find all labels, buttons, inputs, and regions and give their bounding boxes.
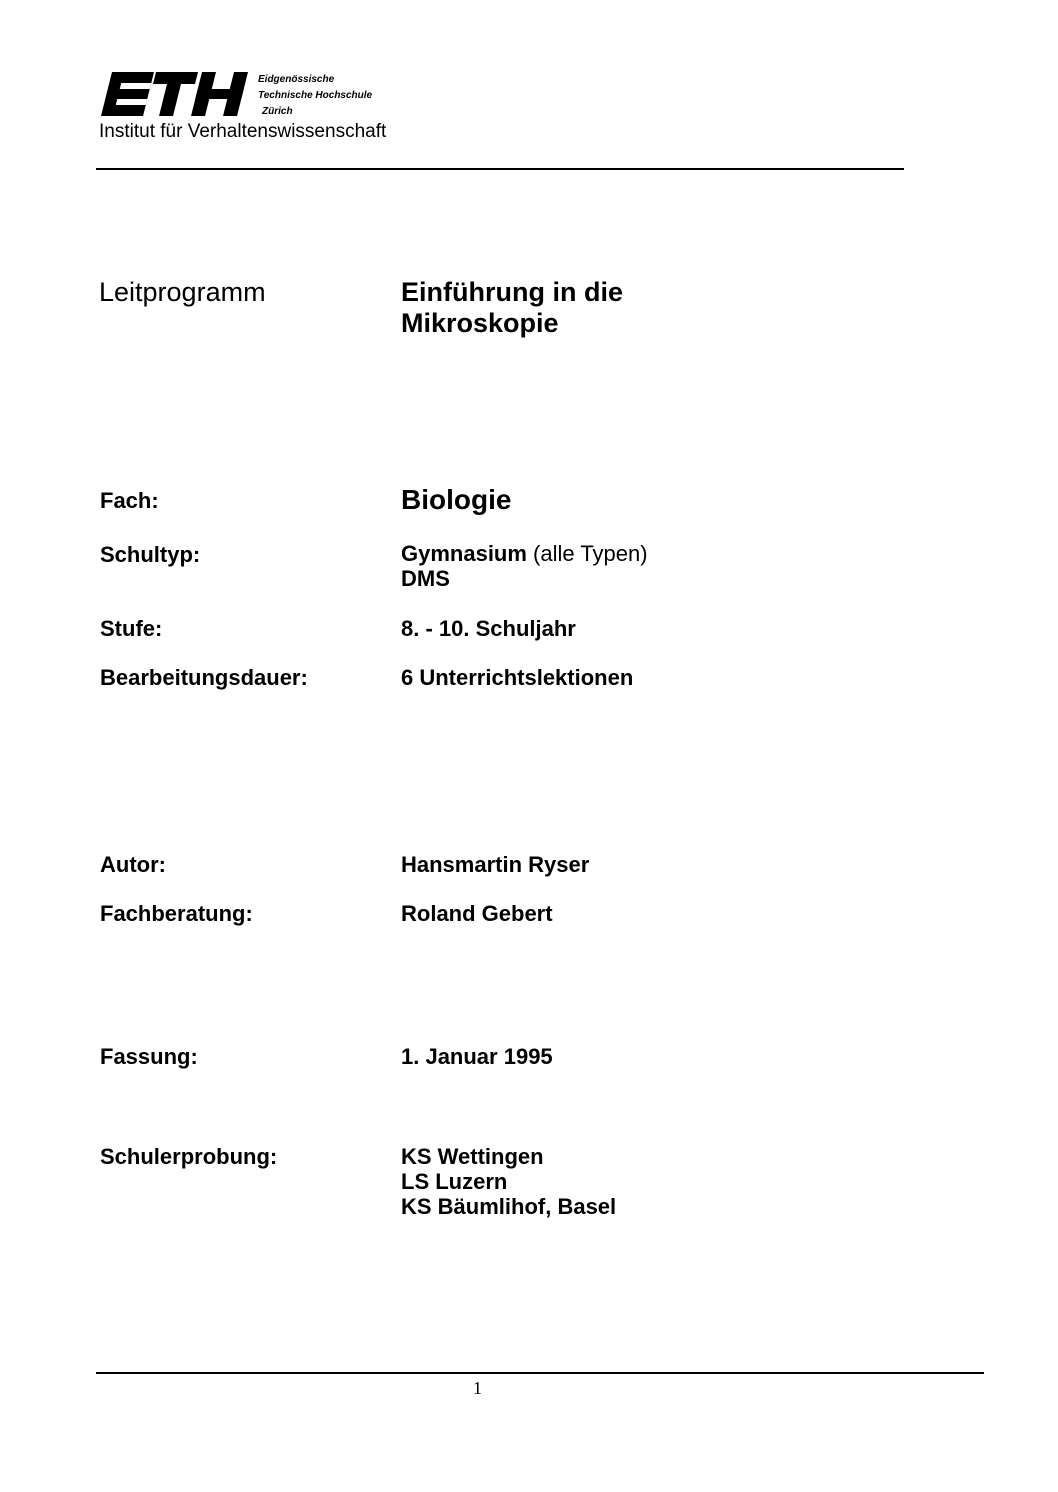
school-3: KS Bäumlihof, Basel <box>401 1194 617 1219</box>
dauer-label: Bearbeitungsdauer: <box>100 665 308 690</box>
fach-value: Biologie <box>401 484 512 515</box>
dauer-value: 6 Unterrichtslektionen <box>401 665 634 690</box>
stufe-value: 8. - 10. Schuljahr <box>401 616 576 641</box>
fassung-label: Fassung: <box>100 1044 198 1069</box>
title-line-1: Einführung in die <box>401 277 623 307</box>
school-1: KS Wettingen <box>401 1144 544 1169</box>
schultyp-bold: Gymnasium <box>401 541 527 566</box>
eth-logo <box>98 72 248 116</box>
autor-label: Autor: <box>100 852 166 877</box>
top-rule <box>96 168 904 170</box>
schultyp-value <box>401 541 648 591</box>
leitprogramm-label: Leitprogramm <box>99 277 266 307</box>
fachberatung-label: Fachberatung: <box>100 901 253 926</box>
eth-line-3: Zürich <box>262 106 293 117</box>
stufe-label: Stufe: <box>100 616 163 641</box>
eth-line-2: Technische Hochschule <box>258 90 373 101</box>
autor-value: Hansmartin Ryser <box>401 852 590 877</box>
institut-name: Institut für Verhaltenswissenschaft <box>99 121 387 142</box>
leitprogramm-title <box>401 277 623 339</box>
eth-line-1: Eidgenössische <box>258 74 335 85</box>
fassung-value: 1. Januar 1995 <box>401 1044 553 1069</box>
bottom-rule <box>96 1372 984 1374</box>
fachberatung-value: Roland Gebert <box>401 901 553 926</box>
title-line-2: Mikroskopie <box>401 308 559 338</box>
schulerprobung-label: Schulerprobung: <box>100 1144 278 1169</box>
schultyp-label: Schultyp: <box>100 542 201 567</box>
schultyp-dms: DMS <box>401 566 450 591</box>
school-2: LS Luzern <box>401 1169 508 1194</box>
fach-label: Fach: <box>100 488 159 513</box>
schultyp-normal: (alle Typen) <box>526 541 648 566</box>
schulerprobung-values <box>401 1144 616 1219</box>
page-number: 1 <box>473 1378 482 1398</box>
